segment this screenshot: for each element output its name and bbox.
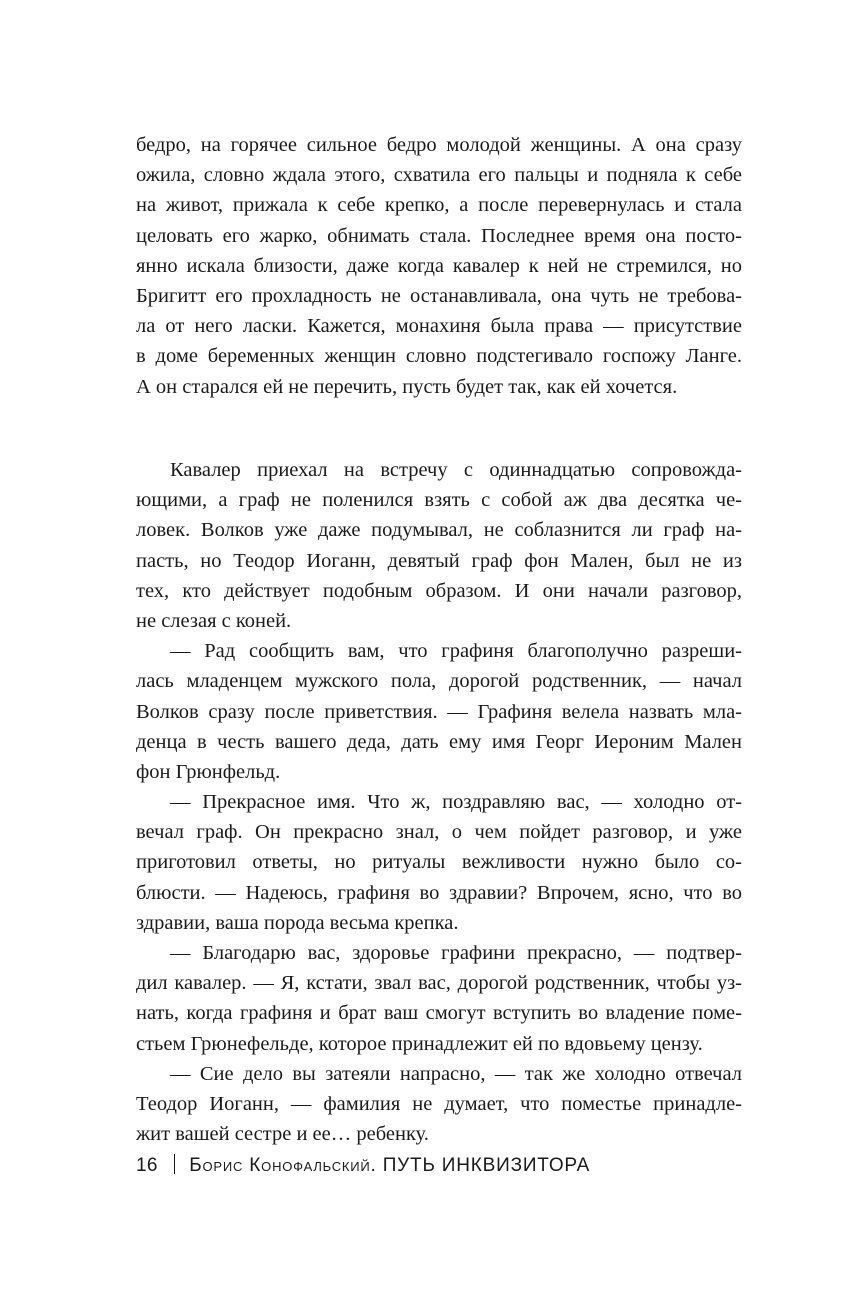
text-line: лась младенцем мужского пола, дорогой родственник, — начал: [136, 670, 742, 693]
page-footer: [136, 1154, 590, 1177]
section-text: [136, 455, 742, 1149]
text-line: не слезая с коней.: [136, 609, 292, 632]
text-line: фон Грюнфельд.: [136, 760, 281, 783]
paragraph-continued: [136, 130, 742, 402]
text-line: Бригитт его прохладность не останавливала, она чуть не требова-: [136, 284, 742, 307]
text-line: Теодор Иоганн, — фамилия не думает, что поместье принадле-: [136, 1092, 742, 1115]
text-line: на живот, прижала к себе крепко, а после перевернулась и стала: [136, 194, 742, 217]
text-line: А он старался ей не перечить, пусть будет так, как ей хочется.: [136, 375, 678, 398]
text-line: ющими, а граф не поленился взять с собой аж два десятка че-: [136, 489, 742, 512]
text-line: Волков сразу после приветствия. — Графиня велела назвать мла-: [136, 700, 742, 723]
text-line: бедро, на горячее сильное бедро молодой женщины. А она сразу: [136, 134, 742, 156]
text-line: в доме беременных женщин словно подстегивало госпожу Ланге.: [136, 345, 742, 368]
text-line: приготовил ответы, но ритуалы вежливости нужно было со-: [136, 851, 742, 874]
page-number: 16: [136, 1155, 158, 1176]
text-line: жит вашей сестре и ее… ребенку.: [136, 1123, 429, 1146]
text-line: нать, когда графиня и брат ваш смогут вступить во владение поме-: [136, 1002, 742, 1025]
text-line: — Прекрасное имя. Что ж, поздравляю вас, — холодно от-: [170, 791, 742, 814]
text-line: целовать его жарко, обнимать стала. Последнее время она посто-: [136, 224, 742, 247]
text-line: янно искала близости, даже когда кавалер к ней не стремился, но: [136, 254, 742, 277]
text-line: пасть, но Теодор Иоганн, девятый граф фон Мален, был не из: [136, 549, 742, 572]
text-line: ловек. Волков уже даже подумывал, не соблазнится ли граф на-: [136, 519, 742, 542]
text-line: стьем Грюнефельде, которое принадлежит ей по вдовьему цензу.: [136, 1032, 703, 1055]
text-line: тех, кто действует подобным образом. И они начали разговор,: [136, 579, 742, 602]
text-line: блюсти. — Надеюсь, графиня во здравии? Впрочем, ясно, что во: [136, 881, 742, 904]
text-line: Кавалер приехал на встречу с одиннадцатью сопровожда-: [170, 459, 742, 481]
text-line: — Сие дело вы затеяли напрасно, — так же холодно отвечал: [170, 1062, 742, 1085]
text-line: денца в честь вашего деда, дать ему имя Георг Иероним Мален: [136, 730, 742, 753]
footer-divider: [174, 1154, 176, 1174]
text-line: — Рад сообщить вам, что графиня благополучно разреши-: [170, 640, 742, 663]
text-line: вечал граф. Он прекрасно знал, о чем пойдет разговор, и уже: [136, 821, 742, 844]
text-line: — Благодарю вас, здоровье графини прекрасно, — подтвер-: [170, 942, 742, 964]
text-line: здравии, ваша порода весьма крепка.: [136, 911, 459, 934]
text-line: дил кавалер. — Я, кстати, звал вас, дорогой родственник, чтобы уз-: [136, 972, 742, 995]
text-line: ла от него ласки. Кажется, монахиня была права — присутствие: [136, 315, 742, 338]
running-title: Борис Конофальский. ПУТЬ ИНКВИЗИТОРА: [189, 1155, 591, 1176]
text-line: ожила, словно ждала этого, схватила его пальцы и подняла к себе: [136, 164, 742, 187]
